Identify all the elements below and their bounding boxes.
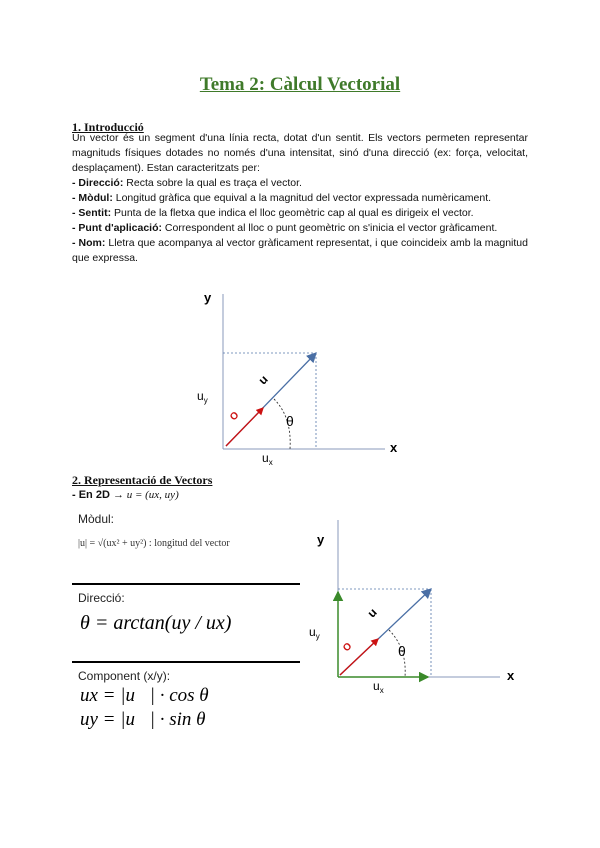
component-x-formula: ux = |u⃗| · cos θ xyxy=(80,685,209,706)
term: - Mòdul: xyxy=(72,192,113,204)
list-item-sentit xyxy=(72,206,528,221)
vector-diagram-1 xyxy=(190,282,410,467)
term: - Sentit: xyxy=(72,207,112,219)
uy-label: $u_y$ xyxy=(309,625,320,641)
component-y-formula: uy = |u⃗| · sin θ xyxy=(80,709,206,730)
ux-label: $u_x$ xyxy=(373,679,384,695)
definition: Punta de la fletxa que indica el lloc geomètric cap al qual es dirigeix el vector. xyxy=(111,207,474,219)
subsection-expression: → u = (ux, uy) xyxy=(112,489,179,501)
direccio-label: Direcció: xyxy=(78,591,125,605)
term: - Nom: xyxy=(72,237,106,249)
theta-label: θ xyxy=(398,643,406,659)
section-heading-introduccio: 1. Introducció xyxy=(72,120,144,134)
y-axis-label: y xyxy=(204,290,212,305)
divider xyxy=(72,661,300,663)
list-item-nom xyxy=(72,236,528,266)
term: - Punt d'aplicació: xyxy=(72,222,163,234)
modul-label: Mòdul: xyxy=(78,512,115,526)
uy-label: $u_y$ xyxy=(197,389,208,405)
unit-vector-label: O xyxy=(228,409,242,424)
page-title: Tema 2: Càlcul Vectorial xyxy=(199,74,401,95)
vector-diagram-2 xyxy=(305,520,530,700)
vector-u-label: u xyxy=(255,372,271,388)
definition: Longitud gràfica que equival a la magnitud del vector expressada numèricament. xyxy=(112,192,492,204)
intro-text: Un vector és un segment d'una línia recta, dotat d'un sentit. Els vectors permeten representar magnituds físiques dotades no només d'una intensitat, sinó d'una direcció (ex: força, velocitat, desplaçament). Estan caracteritzats per: xyxy=(72,132,528,174)
unit-vector-label: O xyxy=(341,640,355,655)
term: - Direcció: xyxy=(72,177,124,189)
modul-formula: |u| = √(ux² + uy²) : longitud del vector xyxy=(78,538,230,549)
divider xyxy=(72,583,300,585)
vector-u-label: u xyxy=(364,605,380,621)
section-heading-representacio: 2. Representació de Vectors xyxy=(72,473,213,487)
list-item-modul xyxy=(72,191,528,206)
subsection-label: - En 2D xyxy=(72,489,110,501)
theta-label: θ xyxy=(286,413,294,429)
x-axis-label: x xyxy=(507,668,515,683)
subsection-2d xyxy=(72,489,179,501)
definition: Correspondent al lloc o punt geomètric on s'inicia el vector gràficament. xyxy=(162,222,498,234)
component-label: Component (x/y): xyxy=(78,669,171,683)
x-axis-label: x xyxy=(390,440,398,455)
list-item-punt-aplicacio xyxy=(72,221,528,236)
list-item-direccio xyxy=(72,176,528,191)
y-axis-label: y xyxy=(317,532,325,547)
ux-label: $u_x$ xyxy=(262,451,273,467)
intro-paragraph xyxy=(72,131,528,266)
direccio-formula: θ = arctan(uy / ux) xyxy=(80,612,232,634)
definition: Recta sobre la qual es traça el vector. xyxy=(123,177,302,189)
definition: Lletra que acompanya al vector gràficament representat, i que coincideix amb la magnitud que expressa. xyxy=(72,237,528,264)
